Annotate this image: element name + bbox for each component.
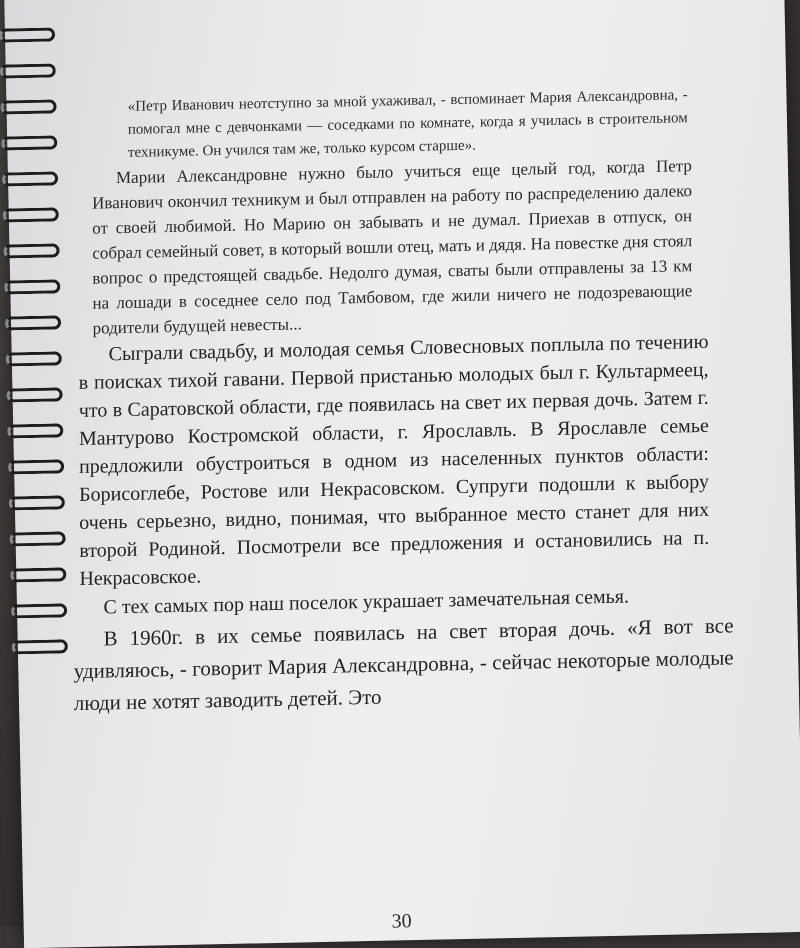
ring-icon <box>6 351 62 366</box>
ring-icon <box>9 531 65 546</box>
paragraph-quote-1: «Петр Иванович неотступно за мной ухаживал, - вспоминает Мария Александровна, - помогал мне с девчонками — соседками по комнате, когда я училась в строительном техникуме. Он учился там же, только курсом старше». <box>127 87 688 161</box>
body-text <box>72 83 734 719</box>
ring-icon <box>8 459 64 474</box>
ring-icon <box>0 27 55 42</box>
paragraph-4: С тех самых пор наш поселок украшает замечательная семья. <box>103 585 630 619</box>
ring-icon <box>5 315 61 330</box>
ring-icon <box>11 603 67 618</box>
paragraph-2: Марии Александровне нужно было учиться еще целый год, когда Петр Иванович окончил техникум и был отправлен на работу по распределению далеко от своей любимой. Но Марию он забывать и не думал. Приехав в отпуск, он собрал семейный совет, в который вошли отец, мать и дядя. На повестке дня стоял вопрос о предстоящей свадьбе. Недолго думая, сваты были отправлены за 13 км на лошади в соседнее село под Тамбовом, где жили ничего не подозревающие родители будущей невесты... <box>92 156 693 338</box>
ring-icon <box>3 207 59 222</box>
ring-icon <box>3 243 59 258</box>
ring-icon <box>12 639 68 654</box>
ring-icon <box>0 63 56 78</box>
spiral-binding <box>0 27 72 668</box>
book-page <box>4 0 800 948</box>
paragraph-5: В 1960г. в их семье появилась на свет вторая дочь. «Я вот все удивляюсь, - говорит Мария Александровна, - сейчас некоторые молодые люди не хотят заводить детей. Это <box>73 613 734 716</box>
page-number: 30 <box>391 910 412 933</box>
ring-icon <box>6 387 62 402</box>
ring-icon <box>1 135 57 150</box>
ring-icon <box>4 279 60 294</box>
paragraph-3: Сыграли свадьбу, и молодая семья Словесновых поплыла по течению в поисках тихой гавани. Первой пристанью молодых был г. Культармеец, что в Саратовской области, где появилась на свет их первая дочь. Затем г. Мантурово Костромской области, г. Ярославль. В Ярославле семье предложили обустроиться в одном из населенных пунктов области: Борисоглебе, Ростове или Некрасовском. Супруги подошли к выбору очень серьезно, видно, понимая, что выбранное место станет для них второй Родиной. Посмотрели все предложения и остановились на п. Некрасовское. <box>78 330 710 591</box>
ring-icon <box>2 171 58 186</box>
ring-icon <box>7 423 63 438</box>
ring-icon <box>0 99 56 114</box>
ring-icon <box>9 495 65 510</box>
ring-icon <box>10 567 66 582</box>
